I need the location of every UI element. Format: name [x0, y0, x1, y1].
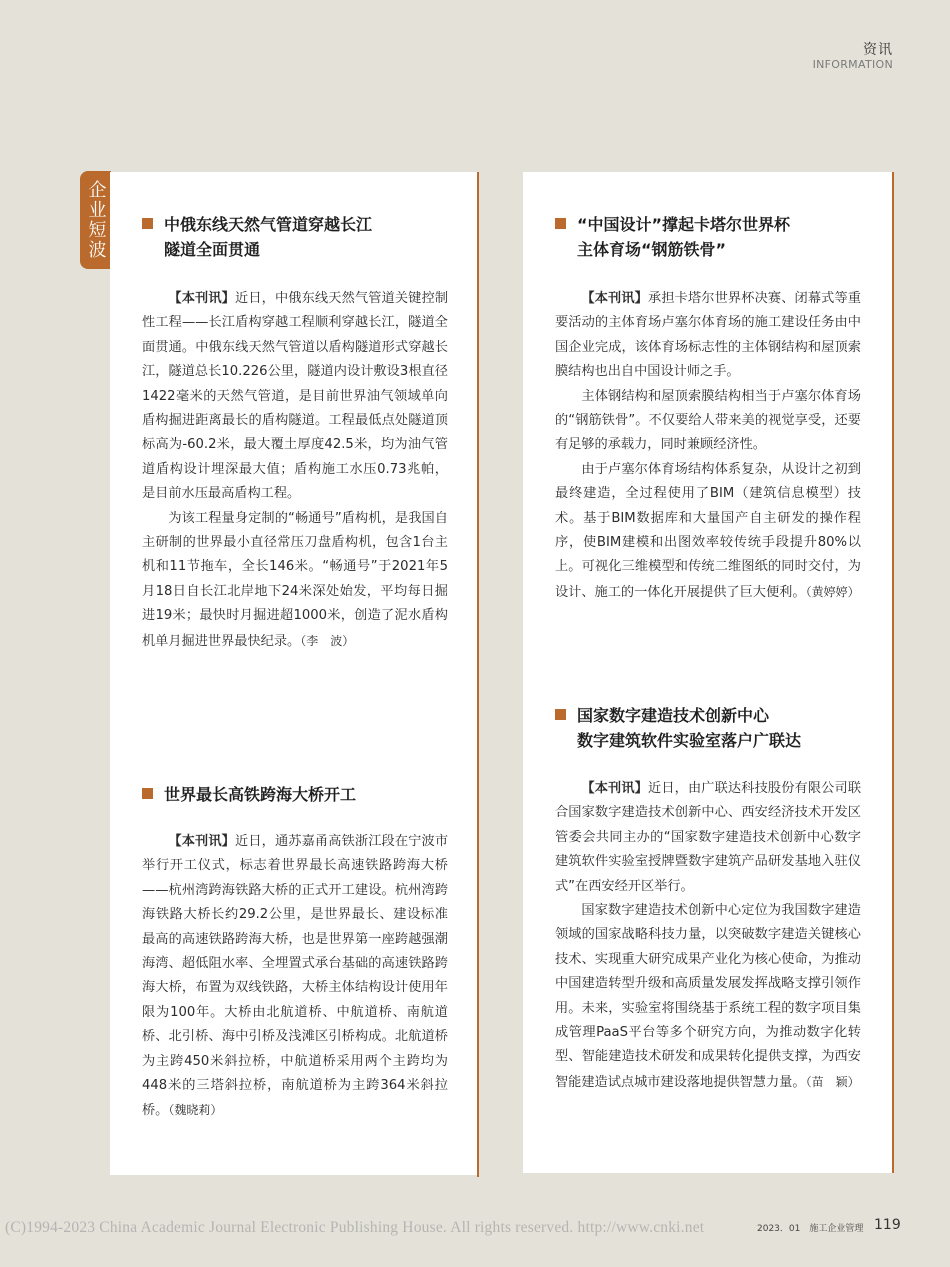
article-paragraph [142, 507, 448, 654]
left-panel-accent-border [477, 172, 479, 1177]
article-body [142, 287, 448, 654]
column-side-tab [80, 171, 111, 269]
paragraph-text: 为该工程量身定制的“畅通号”盾构机，是我国自主研制的世界最小直径常压刀盘盾构机，包含1台主机和11节拖车，全长146米。“畅通号”于2021年5月18日自长江北岸地下24米深处始发，平均每日掘进19米；最快时月掘进超1000米，创造了泥水盾构机单月掘进世界最快纪录。 [142, 510, 448, 649]
article-title [142, 212, 448, 262]
article-body [555, 777, 861, 1095]
section-title-en: INFORMATION [812, 58, 893, 71]
article-title-line-2: 隧道全面贯通 [164, 240, 261, 259]
right-panel-accent-border [892, 172, 894, 1173]
article-paragraph [555, 458, 861, 605]
article-digital-lab [555, 703, 861, 753]
article-paragraph [142, 287, 448, 507]
article-body [142, 830, 448, 1124]
article-title [555, 212, 861, 262]
news-tag: 【本刊讯】 [168, 834, 235, 849]
section-title-zh: 资讯 [863, 42, 893, 58]
news-tag: 【本刊讯】 [581, 781, 648, 796]
article-title-line-1: 中俄东线天然气管道穿越长江 [164, 215, 373, 234]
article-title [555, 703, 861, 753]
paragraph-text: 国家数字建造技术创新中心定位为我国数字建造领域的国家战略科技力量，以突破数字建造关键核心技术、实现重大研究成果产业化为核心使命，为推动中国建造转型升级和高质量发展发挥战略支撑引领作用。未来，实验室将围绕基于系统工程的数字项目集成管理PaaS平台等多个研究方向，为推动数字化转型、智能建造技术研发和成果转化提供支撑，为西安智能建造试点城市建设落地提供智慧力量。 [555, 903, 861, 1090]
copyright-watermark: (C)1994-2023 China Academic Journal Electronic Publishing House. All rights reserved. http://www.cnki.net [5, 1219, 705, 1236]
paragraph-text: 由于卢塞尔体育场结构体系复杂，从设计之初到最终建造，全过程使用了BIM（建筑信息模型）技术。基于BIM数据库和大量国产自主研发的操作程序，使BIM建模和出图效率较传统手段提升80%以上。可视化三维模型和传统二维图纸的同时交付，为设计、施工的一体化开展提供了巨大便利。 [555, 461, 861, 600]
article-paragraph [555, 287, 861, 385]
article-title-line-2: 数字建筑软件实验室落户广联达 [577, 731, 802, 750]
article-sea-bridge [142, 782, 448, 807]
article-paragraph [555, 385, 861, 458]
column-side-tab-label: 企业短波 [85, 180, 107, 260]
article-author: （黄婷婷） [805, 584, 860, 599]
article-body [555, 287, 861, 605]
article-title-line-1: 国家数字建造技术创新中心 [577, 706, 770, 725]
article-title [142, 782, 448, 807]
paragraph-text: 近日，通苏嘉甬高铁浙江段在宁波市举行开工仪式，标志着世界最长高速铁路跨海大桥——杭州湾跨海铁路大桥的正式开工建设。杭州湾跨海铁路大桥长约29.2公里，是世界最长、建设标准最高的高速铁路跨海大桥，也是世界第一座跨越强潮海湾、超低阻水率、全埋置式承台基础的高速铁路跨海大桥，布置为双线铁路，大桥主体结构设计使用年限为100年。大桥由北航道桥、中航道桥、南航道桥、北引桥、海中引桥及浅滩区引桥构成。北航道桥为主跨450米斜拉桥，中航道桥采用两个主跨均为448米的三塔斜拉桥，南航道桥为主跨364米斜拉桥。 [142, 834, 449, 1119]
paragraph-text: 近日，由广联达科技股份有限公司联合国家数字建造技术创新中心、西安经济技术开发区管委会共同主办的“国家数字建造技术创新中心数字建筑软件实验室授牌暨数字建筑产品研发基地入驻仪式”在西安经开区举行。 [555, 781, 862, 894]
page-number: 119 [874, 1217, 901, 1233]
article-title-line-1: 世界最长高铁跨海大桥开工 [164, 785, 357, 804]
article-author: （李 波） [300, 633, 355, 648]
issue-info: 2023．01 施工企业管理 [757, 1224, 864, 1234]
article-qatar-stadium [555, 212, 861, 262]
article-paragraph [555, 899, 861, 1095]
article-title-line-2: 主体育场“钢筋铁骨” [577, 240, 727, 259]
paragraph-text: 近日，中俄东线天然气管道关键控制性工程——长江盾构穿越工程顺利穿越长江，隧道全面贯通。中俄东线天然气管道以盾构隧道形式穿越长江，隧道总长10.226公里，隧道内设计敷设3根直径1422毫米的天然气管道，是目前世界油气领域单向盾构掘进距离最长的盾构隧道。工程最低点处隧道顶标高为-60.2米，最大覆土厚度42.5米，均为油气管道盾构设计埋深最大值；盾构施工水压0.73兆帕，是目前水压最高盾构工程。 [142, 291, 449, 502]
article-paragraph [142, 830, 448, 1124]
title-bullet-square [555, 218, 566, 229]
article-paragraph [555, 777, 861, 899]
section-header [813, 42, 893, 72]
paragraph-text: 承担卡塔尔世界杯决赛、闭幕式等重要活动的主体育场卢塞尔体育场的施工建设任务由中国企业完成，该体育场标志性的主体钢结构和屋顶索膜结构也出自中国设计师之手。 [555, 291, 862, 380]
title-bullet-square [555, 709, 566, 720]
news-tag: 【本刊讯】 [168, 291, 235, 306]
title-bullet-square [142, 218, 153, 229]
article-title-line-1: “中国设计”撑起卡塔尔世界杯 [577, 215, 791, 234]
article-author: （苗 颖） [805, 1074, 860, 1089]
article-author: （魏晓莉） [168, 1103, 223, 1118]
news-tag: 【本刊讯】 [581, 291, 648, 306]
paragraph-text: 主体钢结构和屋顶索膜结构相当于卢塞尔体育场的“钢筋铁骨”。不仅要给人带来美的视觉享受，还要有足够的承载力，同时兼顾经济性。 [555, 388, 861, 453]
title-bullet-square [142, 788, 153, 799]
article-pipeline-tunnel [142, 212, 448, 262]
